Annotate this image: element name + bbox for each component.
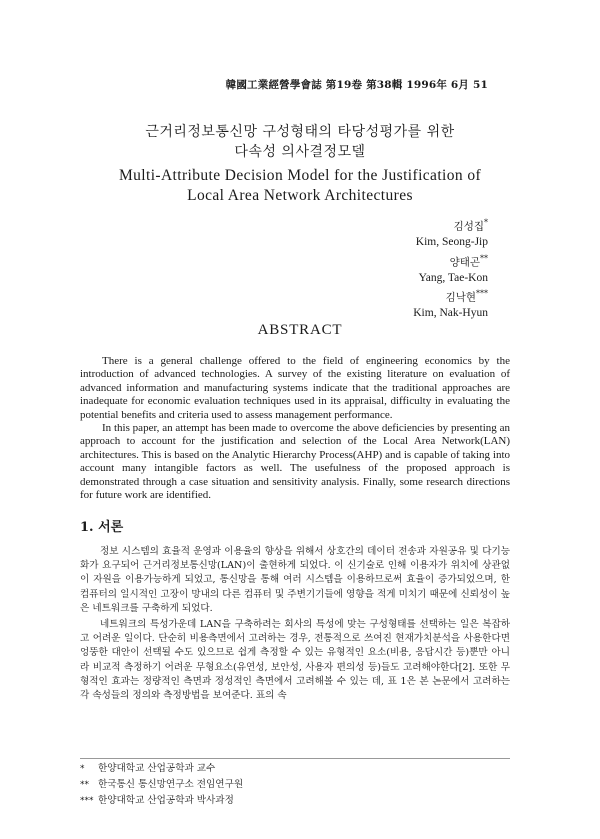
title-english-line-2: Local Area Network Architectures — [187, 187, 413, 204]
author-3 — [413, 286, 488, 322]
title-english-line-1: Multi-Attribute Decision Model for the Justification of — [118, 167, 482, 184]
author-3-mark: *** — [476, 289, 488, 298]
footnote-1-text: 한양대학교 산업공학과 교수 — [98, 763, 216, 774]
footnote-2-text: 한국통신 통신망연구소 전임연구원 — [98, 779, 244, 790]
section-1-paragraph-1: 정보 시스템의 효율적 운영과 이용율의 향상을 위해서 상호간의 데이터 전송과 자원공유 및 다기능화가 요구되어 근거리정보통신망(LAN)이 출현하게 되었다. 이 신기술로 인해 이용자가 위치에 상관없이 자원을 이용가능하게 되었고, 통신망을 통해 여러 시스템을 이용하므로써 효율이 증가되었으며, 한 컴퓨터의 일시적인 고장이 망내의 다른 컴퓨터 및 주변기기들에 영향을 적게 미치기 때문에 신뢰성이 높은 네트워크를 구축하게 되었다. — [80, 546, 510, 614]
author-list — [413, 215, 488, 322]
abstract-heading: ABSTRACT — [257, 322, 343, 338]
author-3-korean-name: 김낙현 — [445, 291, 476, 304]
footnote-2-mark: ** — [80, 780, 89, 790]
abstract-paragraph-2: In this paper, an attempt has been made to overcome the above deficiencies by presenting an approach to account for the justification and selection of the Local Area Network(LAN) architectures. This is based on the Analytic Hierarchy Process(AHP) and is capable of taking into account many intangible factors as well. The usefulness of the proposed approach is demonstrated through a case situation and sensitivity analysis. Finally, some research directions for future work are identified. — [80, 422, 510, 502]
author-1-mark: * — [484, 218, 488, 227]
abstract-paragraph-1: There is a general challenge offered to the field of engineering economics by the introduction of advanced technologies. A survey of the existing literature on evaluation of advanced information and manufacturing systems indicate that the traditional approaches are inadequate for economic evaluation techniques used in its appraisal, difficulty in evaluating the potential benefits and criteria used to assess management performance. — [80, 355, 510, 421]
title-korean-line-1: 근거리정보통신망 구성형태의 타당성평가를 위한 — [145, 124, 455, 140]
section-1-paragraph-2: 네트워크의 특성가운데 LAN을 구축하려는 회사의 특성에 맞는 구성형태를 선택하는 일은 복잡하고 어려운 일이다. 단순히 비용측면에서 고려하는 경우, 전통적으로 쓰여진 현재가치분석을 사용한다면 엉뚱한 대안이 선택될 수도 있으므로 쉽게 측정할 수 있는 유형적인 요소(비용, 응답시간 등)뿐만 아니라 비교적 측정하기 어려운 무형요소(유연성, 보안성, 사용자 편의성 등)들도 고려해야한다[2]. 또한 무형적인 효과는 정량적인 측면과 정성적인 측면에서 고려해볼 수 있는 데, 표 1은 본 논문에서 고려하는 각 속성들의 정의와 측정방법을 보여준다. 표의 속 — [80, 619, 510, 702]
footnotes — [80, 758, 510, 809]
author-2 — [413, 251, 488, 287]
title-block — [0, 122, 600, 206]
author-1-korean-name: 김성집 — [453, 220, 484, 233]
author-1 — [413, 215, 488, 251]
title-korean-line-2: 다속성 의사결정모델 — [234, 144, 366, 160]
abstract-body — [80, 355, 510, 502]
author-3-english-name: Kim, Nak-Hyun — [413, 307, 488, 319]
running-header: 韓國工業經營學會誌 第19卷 第38輯 1996年 6月 51 — [225, 79, 488, 91]
author-1-english-name: Kim, Seong-Jip — [415, 236, 488, 248]
author-2-english-name: Yang, Tae-Kon — [418, 271, 488, 284]
author-2-mark: ** — [480, 253, 488, 263]
footnote-1 — [80, 761, 510, 777]
section-1-heading: 1. 서론 — [80, 520, 124, 535]
author-2-korean-name: 양태곤 — [449, 256, 480, 268]
footnote-1-mark: * — [80, 764, 85, 774]
footnote-3 — [80, 793, 510, 809]
footnote-divider — [80, 758, 510, 759]
section-1-body — [80, 545, 510, 703]
footnote-3-mark: *** — [80, 796, 94, 806]
footnote-2 — [80, 777, 510, 793]
footnote-3-text: 한양대학교 산업공학과 박사과정 — [98, 795, 234, 806]
